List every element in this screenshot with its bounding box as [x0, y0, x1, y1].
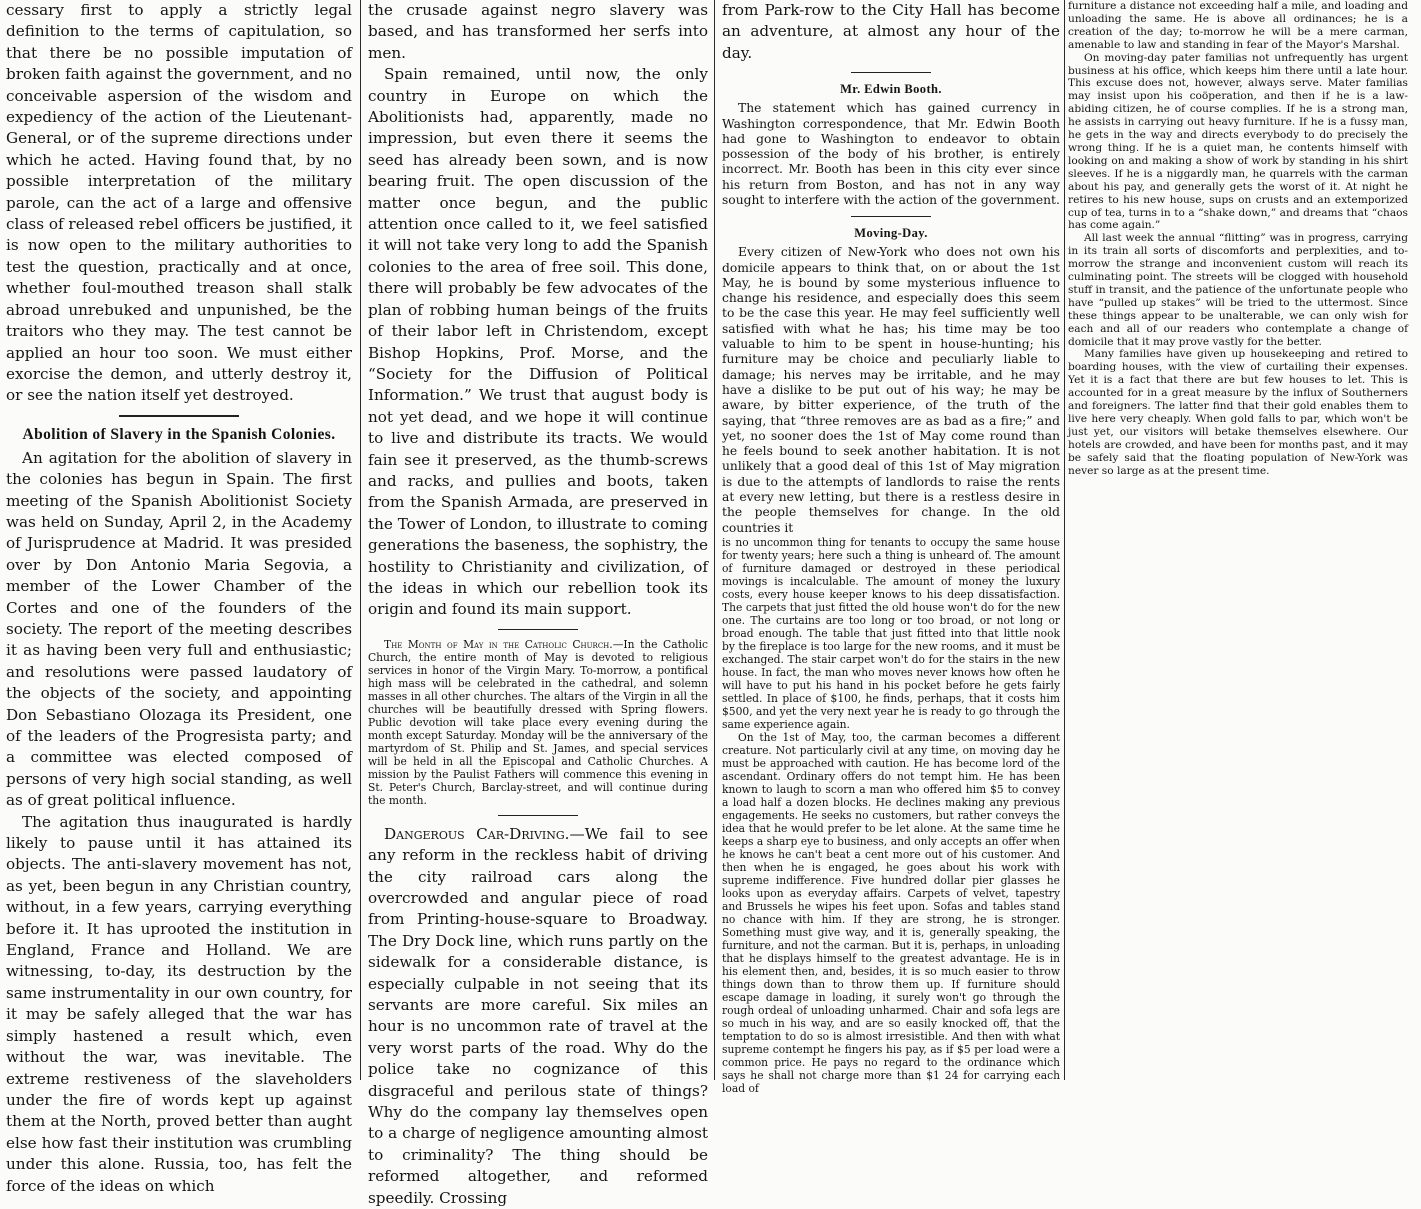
news-item-lead: The Month of May in the Catholic Church.: [384, 637, 613, 651]
column-1: [6, 0, 352, 1195]
news-item-lead: Dangerous Car-Driving.: [384, 824, 570, 843]
article-divider: [119, 415, 239, 417]
article-divider: [851, 72, 931, 73]
column-rule: [714, 0, 715, 1080]
article-paragraph: On the 1st of May, too, the carman becomes a different creature. Not particularly civil at any time, on moving day he must be approached with caution. He has become lord of the ascendant. Ordinary offers do not tempt him. He has been known to laugh to scorn a man who offered him $5 to convey a load half a dozen blocks. He declines making any previous engagements. He seeks no customers, but rather conveys the idea that he would prefer to be let alone. At the same time he keeps a sharp eye to business, and only accepts an offer when he knows he can't beat a cent more out of his customer. And then when he is engaged, he goes about his work with supreme indifference. Five hundred dollar pier glasses he looks upon as everyday affairs. Carpets of velvet, tapestry and Brussels he wipes his feet upon. Sofas and tables stand no chance with him. If they are strong, he is stronger. Something must give way, and it is, generally speaking, the furniture, and not the carman. But it is, perhaps, in unloading that he displays himself to the greatest advantage. He is in his element then, and, besides, it is so much easier to throw things down than to throw them up. If furniture should escape damage in loading, it surely won't go through the rough ordeal of unloading unharmed. Chair and sofa legs are so much in his way, and are so easily knocked off, that the temptation to do so is almost irresistible. And then with what supreme contempt he fingers his pay, as if $5 per load were a common price. He pays no regard to the ordinance which says he shall not charge more than $1 24 for carrying each load of: [722, 730, 1060, 1095]
column-3: [722, 0, 1060, 1095]
news-item-text: —In the Catholic Church, the entire month of May is devoted to religious services in honor of the Virgin Mary. To-morrow, a pontifical high mass will be celebrated in the cathedral, and solemn masses in all other churches. The altars of the Virgin in all the churches will be beautifully dressed with Spring flowers. Public devotion will take place every evening during the month except Saturday. Monday will be the anniversary of the martyrdom of St. Philip and St. James, and special services will be held in all the Episcopal and Catholic Churches. A mission by the Paulist Fathers will commence this evening in St. Peter's Church, Barclay-street, and will continue during the month.: [368, 637, 708, 807]
article-heading-edwin-booth: Mr. Edwin Booth.: [840, 82, 942, 97]
news-item-month-of-may: [368, 638, 708, 807]
news-item-car-driving: [368, 824, 708, 1209]
article-divider: [498, 815, 578, 816]
article-paragraph: On moving-day pater familias not unfrequently has urgent business at his office, which keeps him there until a late hour. This excuse does not, however, always serve. Mater familias may insist upon his coöperation, and then if he is a law-abiding citizen, he of course complies. If he is a strong man, he assists in carrying out heavy furniture. If he is a fussy man, he gets in the way and directs everybody to do precisely the wrong thing. If he is a quiet man, he contents himself with looking on and making a show of work by standing in his shirt sleeves. If he is a niggardly man, he quarrels with the carman about his pay, and generally gets the worst of it. At night he retires to his new house, sups on crusts and an extemporized cup of tea, turns in to a “shake down,” and dreams that “chaos has come again.”: [1068, 51, 1408, 232]
column-rule: [360, 0, 361, 1080]
article-paragraph: Many families have given up housekeeping and retired to boarding houses, with the view of curtailing their expenses. Yet it is a fact that there are but few houses to let. This is accounted for in a great measure by the influx of Southerners and foreigners. The latter find that their gold enables them to live here very cheaply. When gold falls to par, which won't be just yet, our visitors will betake themselves elsewhere. Our hotels are crowded, and have been for months past, and it may be safely said that the floating population of New-York was never so large as at the present time.: [1068, 348, 1408, 477]
column-4: [1068, 0, 1408, 1080]
article-heading-spanish-abolition: Abolition of Slavery in the Spanish Colonies.: [22, 425, 336, 443]
article-continuation-text: furniture a distance not exceeding half a mile, and loading and unloading the same. He is above all ordinances; he is a creation of the day; to-morrow he will be a mere carman, amenable to law and standing in fear of the Mayor's Marshal.: [1068, 0, 1408, 51]
article-paragraph: The agitation thus inaugurated is hardly likely to pause until it has attained its objects. The anti-slavery movement has not, as yet, been begun in any Christian country, without, in a few years, carrying everything before it. It has uprooted the institution in England, France and Holland. We are witnessing, to-day, its destruction by the same instrumentality in our own country, for it may be safely alleged that the war has simply hastened a result which, even without the war, was inevitable. The extreme restiveness of the slaveholders under the fire of words kept up against them at the North, proved better than aught else how fast their institution was crumbling under this alone. Russia, too, has felt the force of the ideas on which: [6, 812, 352, 1195]
column-rule: [1064, 0, 1065, 1080]
article-continuation-text: cessary first to apply a strictly legal definition to the terms of capitulation, so that there be no possible imputation of broken faith against the government, and no conceivable aspersion of the wisdom and expediency of the action of the Lieutenant-General, or of the supreme directions under which he acted. Having found that, by no possible interpretation of the military parole, can the act of a large and offensive class of released rebel officers be justified, it is now open to the military authorities to test the question, practically and at once, whether foul-mouthed treason shall stalk abroad unrebuked and unpunished, be the traitors who they may. The test cannot be applied an hour too soon. We must either exorcise the demon, and utterly destroy it, or see the nation itself yet destroyed.: [6, 1, 352, 405]
article-divider: [851, 216, 931, 217]
article-heading-moving-day: Moving-Day.: [854, 226, 928, 241]
article-paragraph: is no uncommon thing for tenants to occupy the same house for twenty years; here such a thing is unheard of. The amount of furniture damaged or destroyed in these periodical movings is incalculable. The amount of money the luxury costs, every house keeper knows to his deep dissatisfaction. The carpets that just fitted the old house won't do for the new one. The curtains are too long or too broad, or not long or broad enough. The table that just fitted into that little nook by the fireplace is too large for the new rooms, and it must be exchanged. The stair carpet won't do for the stairs in the new house. In fact, the man who moves never knows how often he will have to put his hand in his pocket before he gets fairly settled. In place of $100, he finds, perhaps, that it costs him $500, and yet the very next year he is ready to go through the same experience again.: [722, 535, 1060, 731]
article-paragraph: Every citizen of New-York who does not own his domicile appears to think that, on or about the 1st May, he is bound by some mysterious influence to change his residence, and especially does this seem to be the case this year. He may feel sufficiently well satisfied with what he has; his time may be too valuable to him to be spent in house-hunting; his furniture may be choice and peculiarly liable to damage; his nerves may be irritable, and he may have a dislike to be put out of his way; he may be aware, by bitter experience, of the truth of the saying, that “three removes are as bad as a fire;” and yet, no sooner does the 1st of May come round than he feels bound to seek another habitation. It is not unlikely that a good deal of this 1st of May migration is due to the attempts of landlords to raise the rents at every new letting, but there is a restless desire in the people themselves for change. In the old countries it: [722, 245, 1060, 535]
article-paragraph: The statement which has gained currency in Washington correspondence, that Mr. Edwin Booth had gone to Washington to endeavor to obtain possession of the body of his brother, is entirely incorrect. Mr. Booth has been in this city ever since his return from Boston, and has not in any way sought to interfere with the action of the government.: [722, 101, 1060, 207]
article-paragraph: An agitation for the abolition of slavery in the colonies has begun in Spain. The first meeting of the Spanish Abolitionist Society was held on Sunday, April 2, in the Academy of Jurisprudence at Madrid. It was presided over by Don Antonio Maria Segovia, a member of the Lower Chamber of the Cortes and one of the founders of the society. The report of the meeting describes it as having been very full and enthusiastic; and resolutions were passed laudatory of the objects of the society, and appointing Don Sebastiano Olozaga its President, one of the leaders of the Progresista party; and a committee was elected composed of persons of very high social standing, as well as of great political influence.: [6, 448, 352, 810]
column-2: [368, 0, 708, 1207]
article-continuation-text: the crusade against negro slavery was based, and has transformed her serfs into men.: [368, 1, 708, 62]
article-divider: [498, 629, 578, 630]
article-continuation-text: from Park-row to the City Hall has become an adventure, at almost any hour of the day.: [722, 1, 1060, 62]
article-paragraph: Spain remained, until now, the only country in Europe on which the Abolitionists had, apparently, made no impression, but even there it seems the seed has already been sown, and is now bearing fruit. The open discussion of the matter once begun, and the public attention once called to it, we feel satisfied it will not take very long to add the Spanish colonies to the area of free soil. This done, there will probably be few advocates of the plan of robbing human beings of the fruits of their labor left in Christendom, except Bishop Hopkins, Prof. Morse, and the “Society for the Diffusion of Political Information.” We trust that august body is not yet dead, and we hope it will continue to live and distribute its tracts. We would fain see it preserved, as the thumb-screws and racks, and pullies and boots, taken from the Spanish Armada, are preserved in the Tower of London, to illustrate to coming generations the baseness, the sophistry, the hostility to Christianity and civilization, of the ideas in which our rebellion took its origin and found its main support.: [368, 65, 708, 619]
article-paragraph: All last week the annual “flitting” was in progress, carrying in its train all sorts of discomforts and perplexities, and to-morrow the strange and inconvenient custom will reach its culminating point. The streets will be clogged with household stuff in transit, and the patience of the unfortunate people who have “pulled up stakes” will be tried to the uttermost. Since these things appear to be unalterable, we can only wish for each and all of our readers who contemplate a change of domicile that it may prove vastly for the better.: [1068, 232, 1408, 348]
news-item-text: —We fail to see any reform in the reckless habit of driving the city railroad cars along the overcrowded and angular piece of road from Printing-house-square to Broadway. The Dry Dock line, which runs partly on the sidewalk for a considerable distance, is especially culpable in not seeing that its servants are more careful. Six miles an hour is no uncommon rate of travel at the very worst parts of the road. Why do the police take no cognizance of this disgraceful and perilous state of things? Why do the company lay themselves open to a charge of negligence amounting almost to criminality? The thing should be reformed altogether, and reformed speedily. Crossing: [368, 824, 708, 1207]
